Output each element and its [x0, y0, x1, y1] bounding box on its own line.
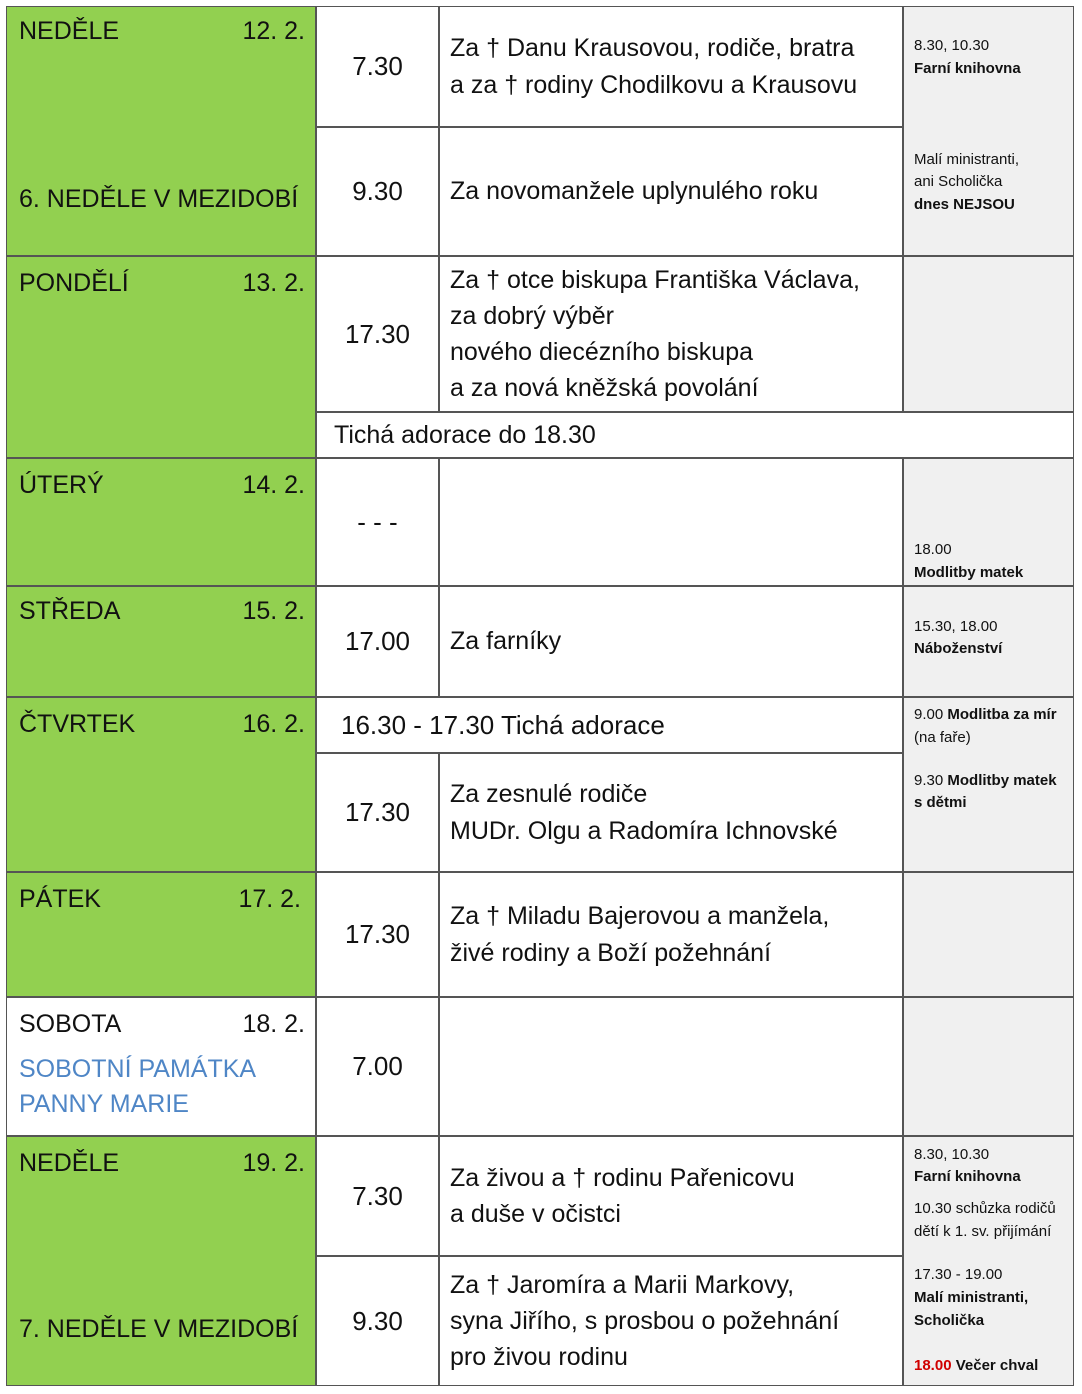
note-text: [914, 792, 967, 815]
day-celebration: 6. NEDĚLE V MEZIDOBÍ: [19, 185, 299, 213]
intention-line: Za novomanžele uplynulého roku: [450, 177, 819, 206]
day-cell-monday: [6, 256, 316, 458]
intention-line: za dobrý výběr: [450, 301, 614, 330]
day-name: PONDĚLÍ: [19, 269, 129, 297]
intention-line: Za † Miladu Bajerovou a manžela,: [450, 902, 830, 931]
mass-intention: [439, 1136, 903, 1256]
mass-time: 17.30: [316, 872, 439, 997]
mass-intention: [439, 753, 903, 872]
note-time: 8.30, 10.30: [914, 1146, 990, 1163]
day-date: 15. 2.: [242, 597, 305, 625]
mass-time: 9.30: [316, 1256, 439, 1386]
note-text: (na faře): [914, 729, 971, 746]
note-strong: Scholička: [914, 1312, 985, 1329]
day-cell-saturday: [6, 997, 316, 1136]
mass-intention: [439, 127, 903, 256]
intention-line: Za živou a † rodinu Pařenicovu: [450, 1163, 795, 1192]
note-line: [914, 770, 1057, 793]
day-name: ÚTERÝ: [19, 471, 104, 499]
day-date: 17. 2.: [238, 885, 301, 913]
intention-line: syna Jiřího, s prosbou o požehnání: [450, 1306, 840, 1335]
note-text: [914, 194, 1015, 217]
notes-cell-wednesday: [903, 586, 1074, 697]
adoration-text: 16.30 - 17.30 Tichá adorace: [341, 709, 665, 740]
day-cell-wednesday: [6, 586, 316, 697]
note-strong: Modlitby matek: [914, 564, 1024, 581]
note-time-red: 18.00: [914, 1357, 952, 1374]
note-strong: Večer chval: [955, 1357, 1039, 1374]
notes-cell-friday: [903, 872, 1074, 997]
notes-cell-sunday-12: [903, 6, 1074, 256]
day-cell-tuesday: [6, 458, 316, 586]
notes-cell-tuesday: [903, 458, 1074, 586]
mass-time: 7.00: [316, 997, 439, 1136]
note-strong: Malí ministranti,: [914, 1289, 1029, 1306]
day-name: NEDĚLE: [19, 17, 120, 45]
intention-line: Za † Danu Krausovou, rodiče, bratra: [450, 34, 855, 63]
day-cell-friday: [6, 872, 316, 997]
mass-time: 7.30: [316, 6, 439, 127]
intention-line: a duše v očistci: [450, 1200, 621, 1228]
mass-time: 7.30: [316, 1136, 439, 1256]
day-name: PÁTEK: [19, 885, 101, 913]
note-line: [914, 704, 1057, 727]
day-date: 19. 2.: [242, 1149, 305, 1177]
note-text: [914, 638, 1002, 661]
mass-intention: [439, 872, 903, 997]
day-cell-sunday-19: [6, 1136, 316, 1386]
note-strong: Modlitba za mír: [947, 706, 1057, 723]
mass-intention: [439, 1256, 903, 1386]
mass-time: 9.30: [316, 127, 439, 256]
note-text: [914, 1287, 1028, 1310]
thursday-adoration-row: [316, 697, 903, 753]
notes-cell-sunday-19: [903, 1136, 1074, 1386]
intention-line: pro živou rodinu: [450, 1343, 628, 1372]
note-text: dětí k 1. sv. přijímání: [914, 1223, 1052, 1240]
note-strong: dnes NEJSOU: [914, 196, 1015, 213]
note-strong: Farní knihovna: [914, 60, 1021, 77]
mass-intention: [439, 586, 903, 697]
mass-intention: [439, 256, 903, 412]
note-text: ani Scholička: [914, 173, 1003, 190]
intention-line: a za nová kněžská povolání: [450, 374, 759, 403]
intention-line: a za † rodiny Chodilkovu a Krausovu: [450, 70, 858, 99]
note-time: 9.00: [914, 706, 944, 723]
monday-adoration-row: [316, 412, 1074, 458]
intention-line: nového diecézního biskupa: [450, 338, 754, 366]
day-date: 16. 2.: [242, 710, 305, 738]
note-time: 18.00: [914, 541, 952, 558]
note-time: 9.30: [914, 772, 944, 789]
notes-cell-saturday: [903, 997, 1074, 1136]
mass-intention-empty: [439, 458, 903, 586]
day-name: ČTVRTEK: [19, 710, 136, 738]
intention-line: MUDr. Olgu a Radomíra Ichnovské: [450, 816, 838, 845]
note-text: Malí ministranti,: [914, 151, 1020, 168]
note-strong: Modlitby matek: [947, 772, 1057, 789]
intention-line: Za zesnulé rodiče: [450, 780, 648, 809]
note-text: 10.30 schůzka rodičů: [914, 1200, 1056, 1217]
day-date: 14. 2.: [242, 471, 305, 499]
note-text: [914, 1310, 984, 1333]
mass-time: 17.00: [316, 586, 439, 697]
mass-time: 17.30: [316, 753, 439, 872]
notes-cell-monday: [903, 256, 1074, 412]
day-name: SOBOTA: [19, 1010, 122, 1038]
intention-line: živé rodiny a Boží požehnání: [450, 938, 772, 967]
note-strong: Náboženství: [914, 640, 1003, 657]
day-date: 12. 2.: [242, 17, 305, 45]
day-celebration: 7. NEDĚLE V MEZIDOBÍ: [19, 1315, 299, 1343]
mass-time: - - -: [316, 458, 439, 586]
day-celebration-line1: SOBOTNÍ PAMÁTKA: [19, 1055, 257, 1083]
day-date: 13. 2.: [242, 269, 305, 297]
day-name: STŘEDA: [19, 597, 121, 625]
intention-line: Za † Jaromíra a Marii Markovy,: [450, 1270, 795, 1299]
mass-intention-empty: [439, 997, 903, 1136]
notes-cell-thursday: [903, 697, 1074, 872]
day-celebration-line2: PANNY MARIE: [19, 1090, 189, 1118]
note-text: [914, 1166, 1021, 1189]
intention-line: Za farníky: [450, 627, 562, 656]
mass-time: 17.30: [316, 256, 439, 412]
note-time: 17.30 - 19.00: [914, 1266, 1003, 1283]
note-strong: Farní knihovna: [914, 1168, 1021, 1185]
day-name: NEDĚLE: [19, 1149, 120, 1177]
day-cell-sunday-12: [6, 6, 316, 256]
note-text: [914, 58, 1021, 81]
mass-intention: [439, 6, 903, 127]
adoration-text: Tichá adorace do 18.30: [334, 420, 596, 449]
note-time: 15.30, 18.00: [914, 618, 998, 635]
note-line: [914, 1355, 1038, 1378]
note-text: [914, 562, 1023, 585]
note-time: 8.30, 10.30: [914, 37, 990, 54]
day-date: 18. 2.: [242, 1010, 305, 1038]
day-cell-thursday: [6, 697, 316, 872]
note-strong: s dětmi: [914, 794, 967, 811]
intention-line: Za † otce biskupa Františka Václava,: [450, 265, 860, 294]
